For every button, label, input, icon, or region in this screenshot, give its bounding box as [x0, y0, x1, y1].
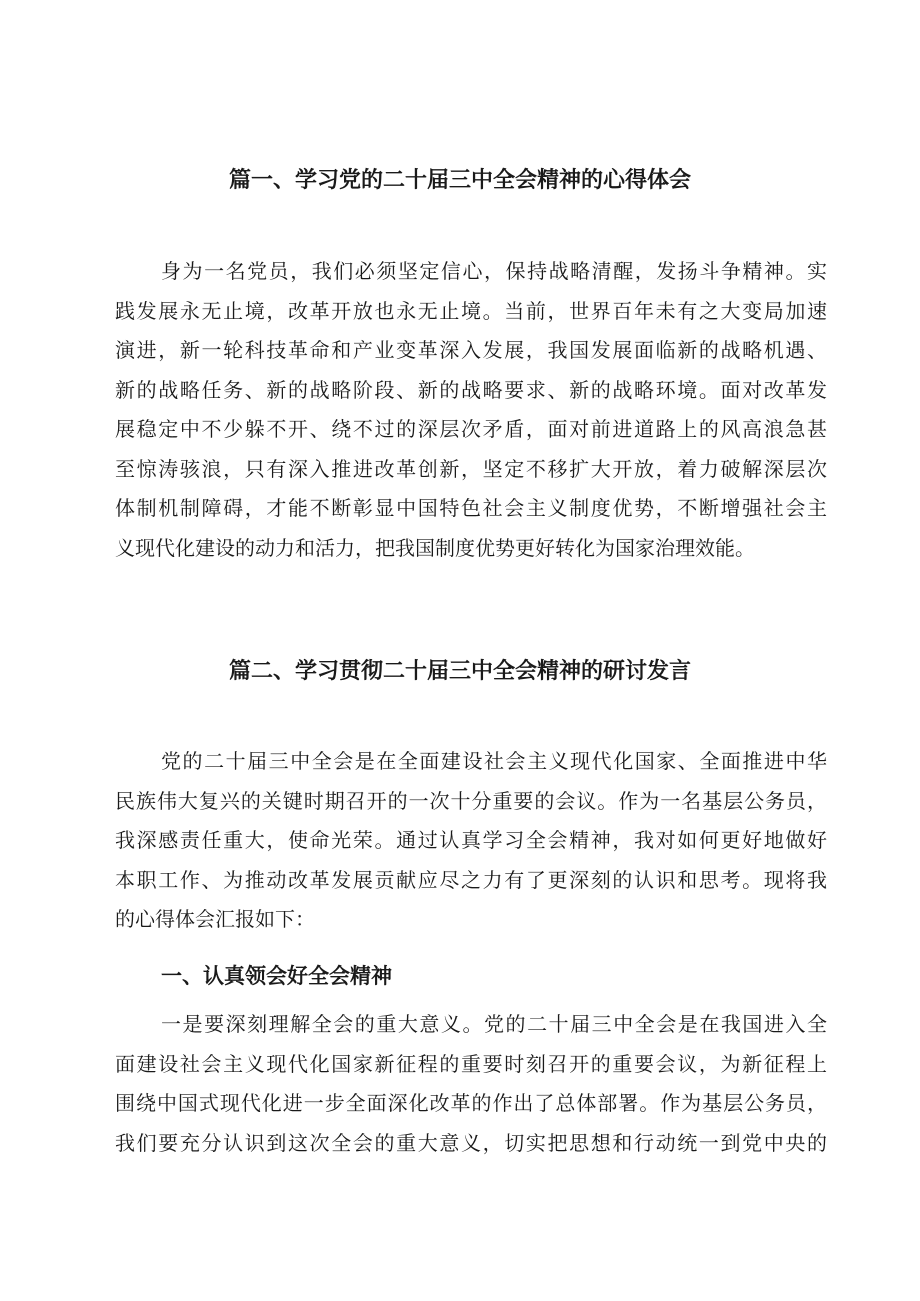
section2-intro-paragraph — [115, 742, 827, 940]
section1-line: 义现代化建设的动力和活力，把我国制度优势更好转化为国家治理效能。 — [115, 535, 755, 560]
section1-line: 身为一名党员，我们必须坚定信心，保持战略清醒，发扬斗争精神。实 — [161, 259, 827, 283]
section2-body-line: 一是要深刻理解全会的重大意义。党的二十届三中全会是在我国进入全 — [161, 1012, 827, 1036]
section1-line: 展稳定中不少躲不开、绕不过的深层次矛盾，面对前进道路上的风高浪急甚 — [115, 417, 827, 441]
section2-title: 篇二、学习贯彻二十届三中全会精神的研讨发言 — [228, 659, 691, 684]
section2-intro-line: 本职工作、为推动改革发展贡献应尽之力有了更深刻的认识和思考。现将我 — [115, 867, 827, 892]
section1-line: 体制机制障碍，才能不断彰显中国特色社会主义制度优势，不断增强社会主 — [115, 496, 827, 520]
section2-intro-line: 民族伟大复兴的关键时期召开的一次十分重要的会议。作为一名基层公务员， — [115, 788, 827, 813]
section2-body-line: 围绕中国式现代化进一步全面深化改革的作出了总体部署。作为基层公务员， — [115, 1091, 827, 1115]
section1-line: 新的战略任务、新的战略阶段、新的战略要求、新的战略环境。面对改革发 — [115, 377, 827, 402]
section2-body-line: 我们要充分认识到这次全会的重大意义，切实把思想和行动统一到党中央的 — [115, 1130, 827, 1155]
section2-intro-line: 的心得体会汇报如下： — [115, 907, 315, 931]
section1-title: 篇一、学习党的二十届三中全会精神的心得体会 — [228, 168, 691, 193]
section1-line: 至惊涛骇浪，只有深入推进改革创新，坚定不移扩大开放，着力破解深层次 — [115, 456, 827, 481]
section2-intro-line: 党的二十届三中全会是在全面建设社会主义现代化国家、全面推进中华 — [161, 749, 827, 773]
section2-body-paragraph — [115, 1005, 827, 1163]
section2-body-line: 面建设社会主义现代化国家新征程的重要时刻召开的重要会议，为新征程上 — [115, 1051, 827, 1076]
section1-line: 演进，新一轮科技革命和产业变革深入发展，我国发展面临新的战略机遇、 — [115, 338, 827, 362]
section1-paragraph — [115, 252, 827, 568]
section1-line: 践发展永无止境，改革开放也永无止境。当前，世界百年未有之大变局加速 — [115, 298, 827, 323]
section2-subheading: 一、认真领会好全会精神 — [161, 964, 392, 988]
section2-intro-line: 我深感责任重大，使命光荣。通过认真学习全会精神，我对如何更好地做好 — [115, 828, 827, 852]
